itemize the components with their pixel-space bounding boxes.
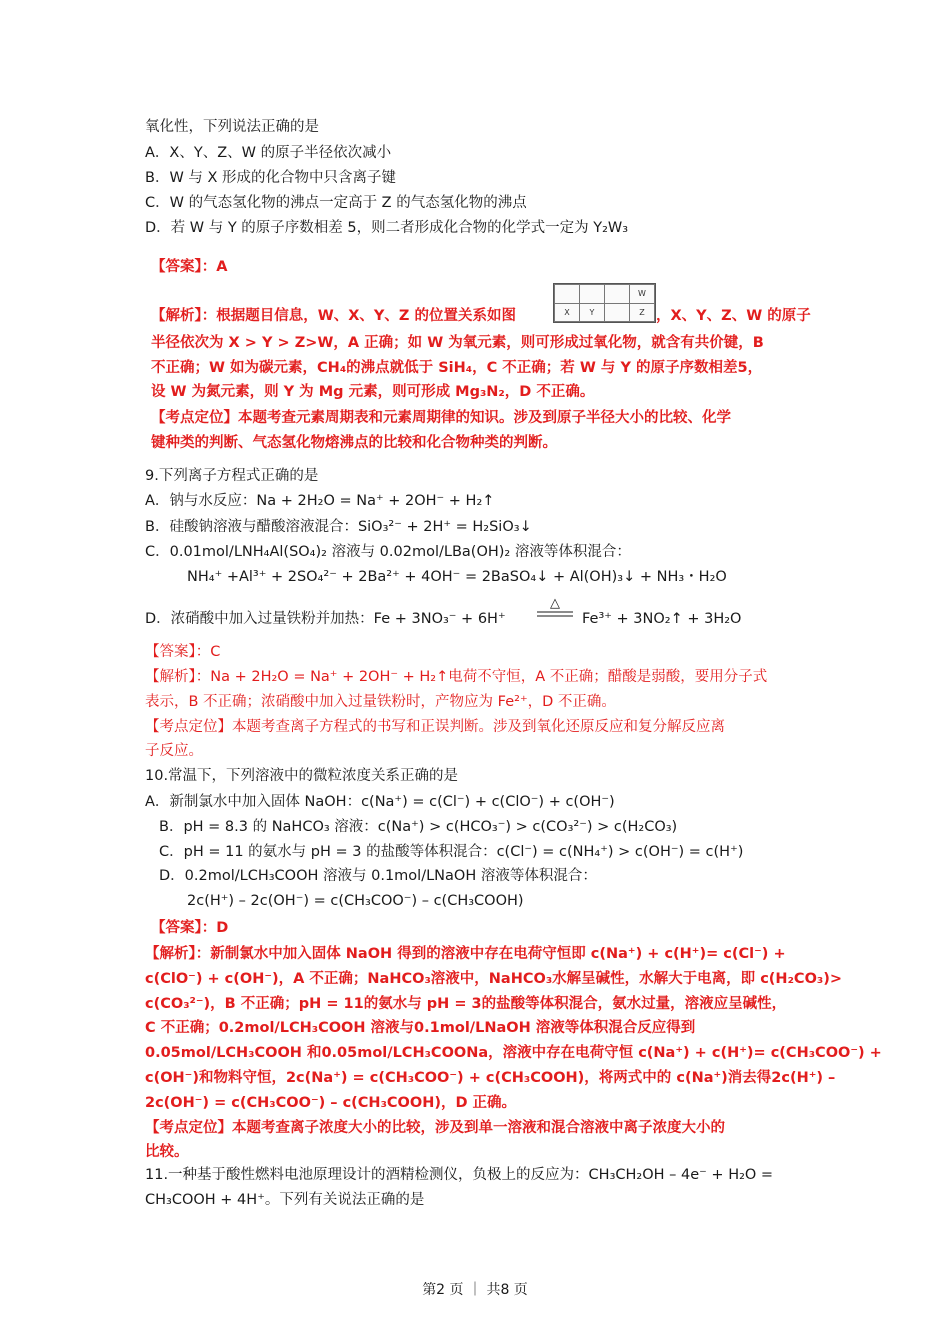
option-b: B．硅酸钠溶液与醋酸溶液混合：SiO₃²⁻ + 2H⁺ = H₂SiO₃↓ bbox=[145, 519, 532, 535]
periodic-position-figure bbox=[553, 283, 656, 323]
analysis-line: c(OH⁻)和物料守恒，2c(Na⁺) = c(CH₃COO⁻) + c(CH₃COOH)，将两式中的 c(Na⁺)消去得2c(H⁺) – bbox=[145, 1070, 836, 1086]
answer-label: 【答案】：C bbox=[145, 644, 221, 660]
option-b: B．W 与 X 形成的化合物中只含离子键 bbox=[145, 170, 397, 186]
analysis-line: 设 W 为氮元素，则 Y 为 Mg 元素，则可形成 Mg₃N₂，D 不正确。 bbox=[151, 384, 595, 400]
exam-point-line: 比较。 bbox=[145, 1144, 189, 1160]
option-a: A．新制氯水中加入固体 NaOH：c(Na⁺) = c(Cl⁻) + c(ClO⁻) + c(OH⁻) bbox=[145, 794, 615, 810]
equation-line: 2c(H⁺) – 2c(OH⁻) = c(CH₃COO⁻) – c(CH₃COOH) bbox=[187, 893, 524, 909]
delta-symbol: △ bbox=[550, 596, 560, 611]
page-footer: 第2 页 ｜ 共8 页 bbox=[422, 1282, 528, 1298]
analysis-line: 0.05mol/LCH₃COOH 和0.05mol/LCH₃COONa，溶液中存在电荷守恒 c(Na⁺) + c(H⁺)= c(CH₃COO⁻) + bbox=[145, 1045, 882, 1061]
option-c: C．pH = 11 的氨水与 pH = 3 的盐酸等体积混合：c(Cl⁻) = c(NH₄⁺) > c(OH⁻) = c(H⁺) bbox=[159, 844, 744, 860]
grid-cell-z: Z bbox=[630, 303, 655, 322]
grid-cell-y: Y bbox=[580, 303, 605, 322]
analysis-line: 【解析】：Na + 2H₂O = Na⁺ + 2OH⁻ + H₂↑电荷不守恒，A 不正确；醋酸是弱酸，要用分子式 bbox=[145, 669, 768, 685]
analysis-line: ，X、Y、Z、W 的原子 bbox=[656, 308, 811, 324]
option-d: D．浓硝酸中加入过量铁粉并加热：Fe + 3NO₃⁻ + 6H⁺ bbox=[145, 611, 506, 627]
analysis-line: 【解析】：根据题目信息，W、X、Y、Z 的位置关系如图 bbox=[151, 308, 516, 324]
analysis-line: c(CO₃²⁻)，B 不正确；pH = 11的氨水与 pH = 3的盐酸等体积混合，氨水过量，溶液应呈碱性， bbox=[145, 996, 787, 1012]
analysis-line: 表示，B 不正确；浓硝酸中加入过量铁粉时，产物应为 Fe²⁺，D 不正确。 bbox=[145, 694, 616, 710]
question-10: 10.常温下，下列溶液中的微粒浓度关系正确的是 bbox=[145, 768, 459, 784]
option-d: D．若 W 与 Y 的原子序数相差 5，则二者形成化合物的化学式一定为 Y₂W₃ bbox=[145, 220, 629, 236]
grid-cell-w: W bbox=[630, 285, 655, 304]
question-11: 11.一种基于酸性燃料电池原理设计的酒精检测仪，负极上的反应为：CH₃CH₂OH – 4e⁻ + H₂O = bbox=[145, 1167, 774, 1183]
analysis-line: 2c(OH⁻) = c(CH₃COO⁻) – c(CH₃COOH)，D 正确。 bbox=[145, 1095, 517, 1111]
analysis-line: 【解析】：新制氯水中加入固体 NaOH 得到的溶液中存在电荷守恒即 c(Na⁺) + c(H⁺)= c(Cl⁻) + bbox=[145, 946, 786, 962]
grid-cell-empty bbox=[605, 303, 630, 322]
heating-condition-arrow bbox=[537, 596, 573, 622]
exam-point-line: 【考点定位】本题考查离子方程式的书写和正误判断。涉及到氧化还原反应和复分解反应离 bbox=[145, 719, 725, 735]
question-9: 9.下列离子方程式正确的是 bbox=[145, 468, 319, 484]
exam-point-line: 【考点定位】本题考查元素周期表和元素周期律的知识。涉及到原子半径大小的比较、化学 bbox=[151, 410, 731, 426]
option-a: A．钠与水反应：Na + 2H₂O = Na⁺ + 2OH⁻ + H₂↑ bbox=[145, 493, 495, 509]
exam-point-line: 【考点定位】本题考查离子浓度大小的比较，涉及到单一溶液和混合溶液中离子浓度大小的 bbox=[145, 1120, 725, 1136]
exam-point-line: 子反应。 bbox=[145, 743, 203, 759]
analysis-line: C 不正确；0.2mol/LCH₃COOH 溶液与0.1mol/LNaOH 溶液等体积混合反应得到 bbox=[145, 1020, 696, 1036]
equation-product: Fe³⁺ + 3NO₂↑ + 3H₂O bbox=[582, 611, 742, 627]
equation-line: NH₄⁺ +Al³⁺ + 2SO₄²⁻ + 2Ba²⁺ + 4OH⁻ = 2BaSO₄↓ + Al(OH)₃↓ + NH₃・H₂O bbox=[187, 569, 727, 585]
analysis-line: c(ClO⁻) + c(OH⁻)，A 不正确；NaHCO₃溶液中，NaHCO₃水解呈碱性，水解大于电离，即 c(H₂CO₃)> bbox=[145, 971, 843, 987]
answer-label: 【答案】：A bbox=[151, 259, 228, 275]
text-line: 氧化性，下列说法正确的是 bbox=[145, 119, 319, 135]
question-11-continued: CH₃COOH + 4H⁺。下列有关说法正确的是 bbox=[145, 1192, 425, 1208]
analysis-line: 半径依次为 X > Y > Z>W，A 正确；如 W 为氧元素，则可形成过氧化物，就含有共价键，B bbox=[151, 335, 764, 351]
option-a: A．X、Y、Z、W 的原子半径依次减小 bbox=[145, 145, 392, 161]
exam-point-line: 键种类的判断、气态氢化物熔沸点的比较和化合物种类的判断。 bbox=[151, 435, 557, 451]
grid-cell-x: X bbox=[555, 303, 580, 322]
option-b: B．pH = 8.3 的 NaHCO₃ 溶液：c(Na⁺) > c(HCO₃⁻) > c(CO₃²⁻) > c(H₂CO₃) bbox=[159, 819, 678, 835]
option-c: C．0.01mol/LNH₄Al(SO₄)₂ 溶液与 0.02mol/LBa(OH)₂ 溶液等体积混合： bbox=[145, 544, 631, 560]
option-d: D．0.2mol/LCH₃COOH 溶液与 0.1mol/LNaOH 溶液等体积混合： bbox=[159, 868, 597, 884]
analysis-line: 不正确；W 如为碳元素，CH₄的沸点就低于 SiH₄，C 不正确；若 W 与 Y 的原子序数相差5， bbox=[151, 360, 763, 376]
option-c: C．W 的气态氢化物的沸点一定高于 Z 的气态氢化物的沸点 bbox=[145, 195, 527, 211]
answer-label: 【答案】：D bbox=[151, 920, 229, 936]
